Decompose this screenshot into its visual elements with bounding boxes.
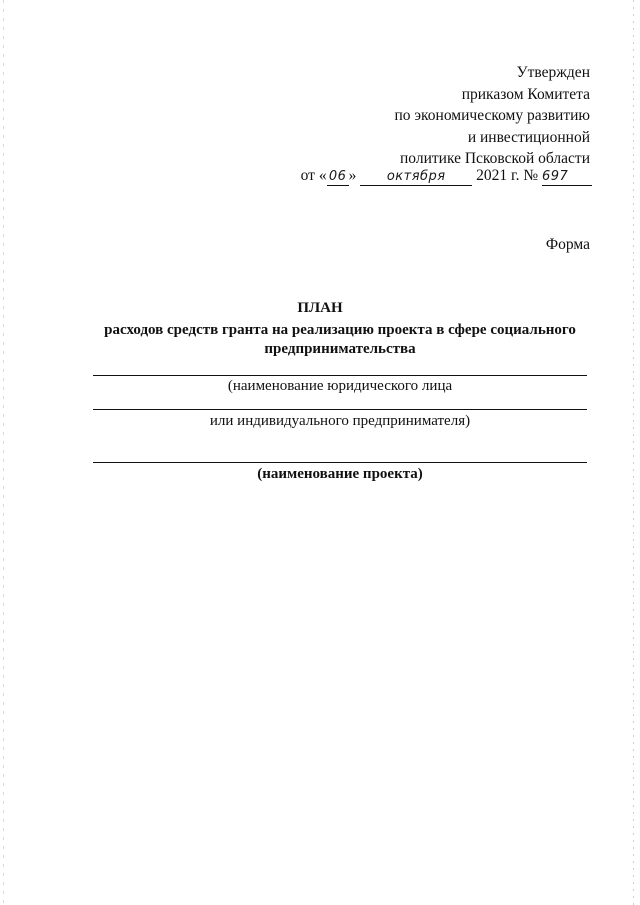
plan-subtitle-line: предпринимательства [264,341,416,357]
approval-line: Утвержден [516,64,590,81]
date-prefix: от « [300,167,327,184]
handwritten-month: октября [386,169,446,184]
plan-title: ПЛАН [297,300,343,316]
project-caption: (наименование проекта) [257,466,423,482]
entity-name-line-1 [93,375,587,376]
approval-block [394,62,590,170]
entity-name-line-2 [93,409,587,410]
order-number-field [542,168,592,186]
date-year-label: 2021 г. № [476,167,539,184]
approval-line: приказом Комитета [461,85,590,103]
plan-subtitle [60,321,620,359]
entity-caption-line-1: (наименование юридического лица [227,378,453,394]
entity-caption-line-2: или индивидуального предпринимателя) [209,413,471,429]
date-month-field [360,168,472,186]
plan-subtitle-line: расходов средств гранта на реализацию проекта в сфере социального [104,322,576,338]
date-day-field [327,168,349,186]
form-label: Форма [545,236,590,253]
handwritten-day: 06 [328,169,347,184]
approval-line: политике Псковской области [400,150,590,167]
scan-edge-right [633,0,634,905]
approval-line: и инвестиционной [467,128,590,146]
approval-date-line [301,167,592,186]
approval-line: по экономическому развитию [394,107,590,124]
project-name-line [93,462,587,463]
scan-edge-left [3,0,4,905]
handwritten-order-number: 697 [542,169,569,184]
date-day-close: » [348,167,357,184]
